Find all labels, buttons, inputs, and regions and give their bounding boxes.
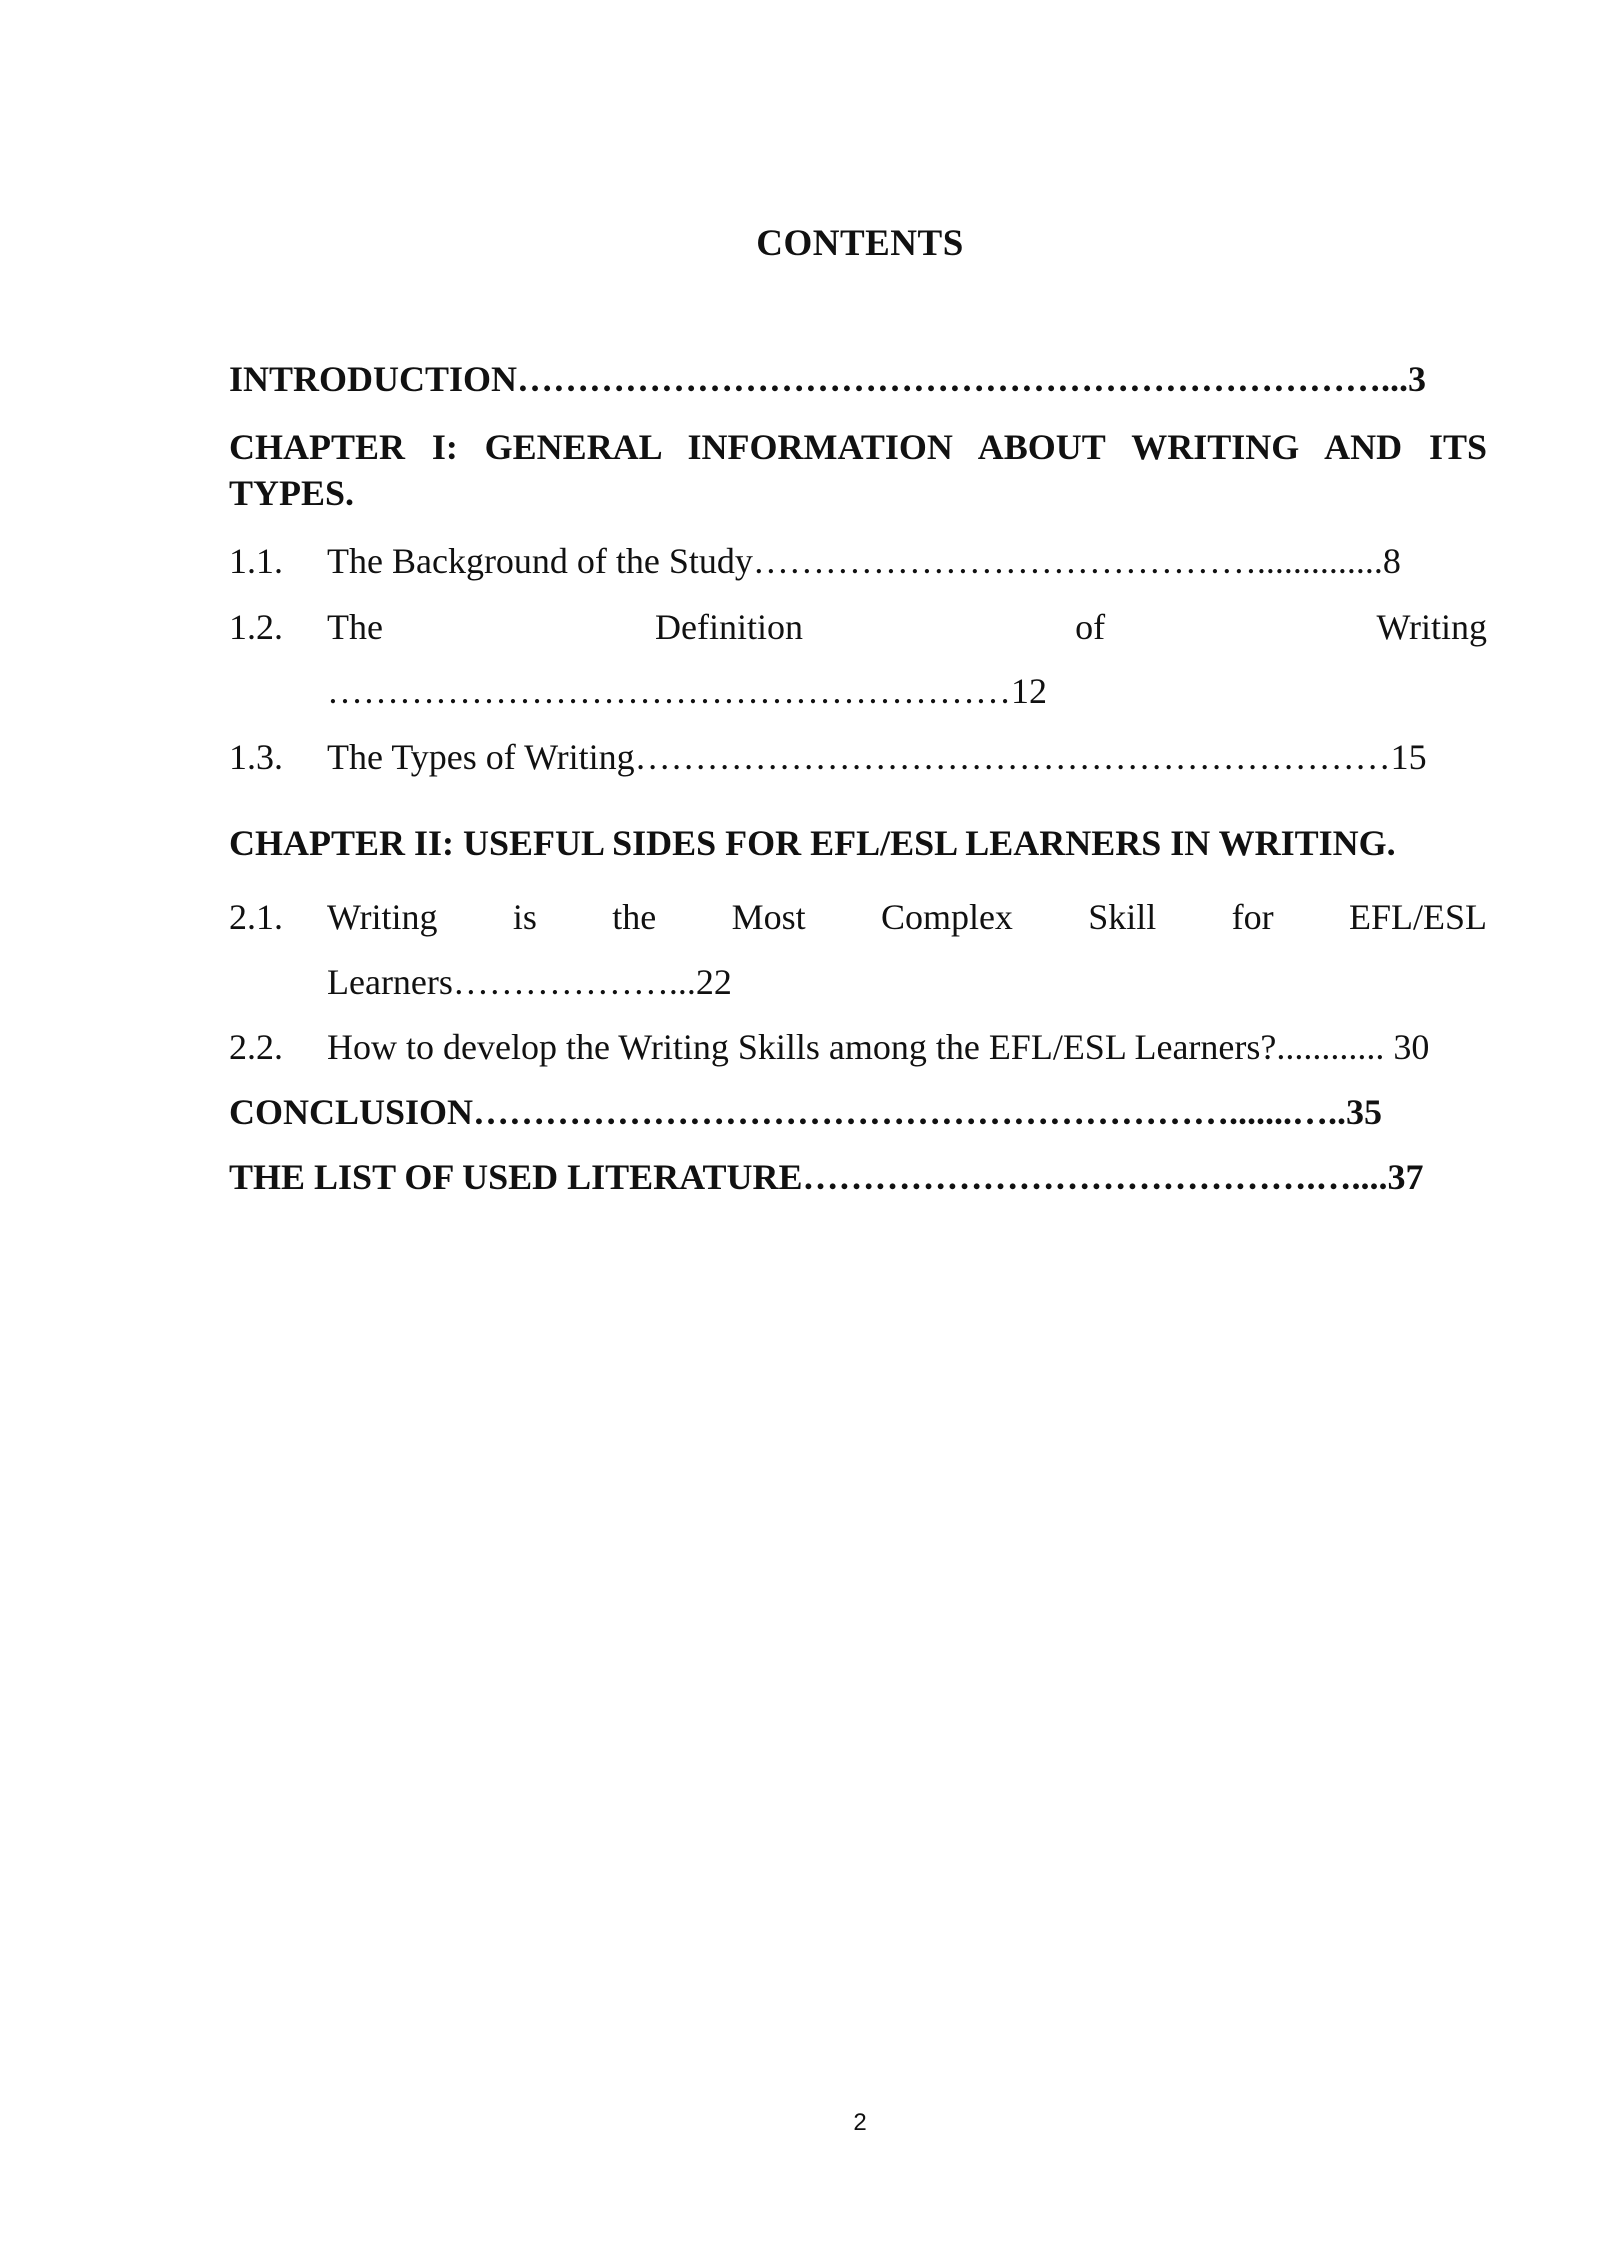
toc-section-number-2-1: 2.1. [229, 897, 283, 937]
toc-section-number-1-3: 1.3. [229, 737, 283, 777]
toc-section-number-1-1: 1.1. [229, 541, 283, 581]
toc-entry-chapter-1: CHAPTER I: GENERAL INFORMATION ABOUT WRITING AND ITS [229, 427, 1487, 467]
toc-entry-section-2-1-continued: Learners………………...22 [327, 962, 732, 1002]
toc-entry-section-1-2: The Definition of Writing [327, 607, 1487, 647]
toc-entry-chapter-1-continued: TYPES. [229, 473, 355, 513]
toc-entry-introduction: INTRODUCTION………………………………………………………………...3 [229, 359, 1427, 399]
toc-entry-section-2-2: How to develop the Writing Skills among the EFL/ESL Learners?............ 30 [327, 1027, 1430, 1067]
toc-entry-conclusion: CONCLUSION……………………………………………………….......…..35 [229, 1092, 1383, 1132]
toc-section-number-1-2: 1.2. [229, 607, 283, 647]
toc-entry-chapter-2: CHAPTER II: USEFUL SIDES FOR EFL/ESL LEARNERS IN WRITING. [229, 823, 1396, 863]
toc-entry-section-1-1: The Background of the Study……………………………………..............8 [327, 541, 1401, 581]
contents-heading: CONTENTS [756, 223, 964, 264]
toc-entry-section-1-2-leader: …………………………………………………12 [327, 671, 1047, 711]
toc-entry-section-1-3: The Types of Writing………………………………………………………15 [327, 737, 1427, 777]
toc-entry-section-2-1: Writing is the Most Complex Skill for EFL/ESL [327, 897, 1487, 937]
page-number: 2 [853, 2109, 867, 2136]
toc-entry-literature: THE LIST OF USED LITERATURE…………………………………….…....37 [229, 1157, 1424, 1197]
toc-section-number-2-2: 2.2. [229, 1027, 283, 1067]
